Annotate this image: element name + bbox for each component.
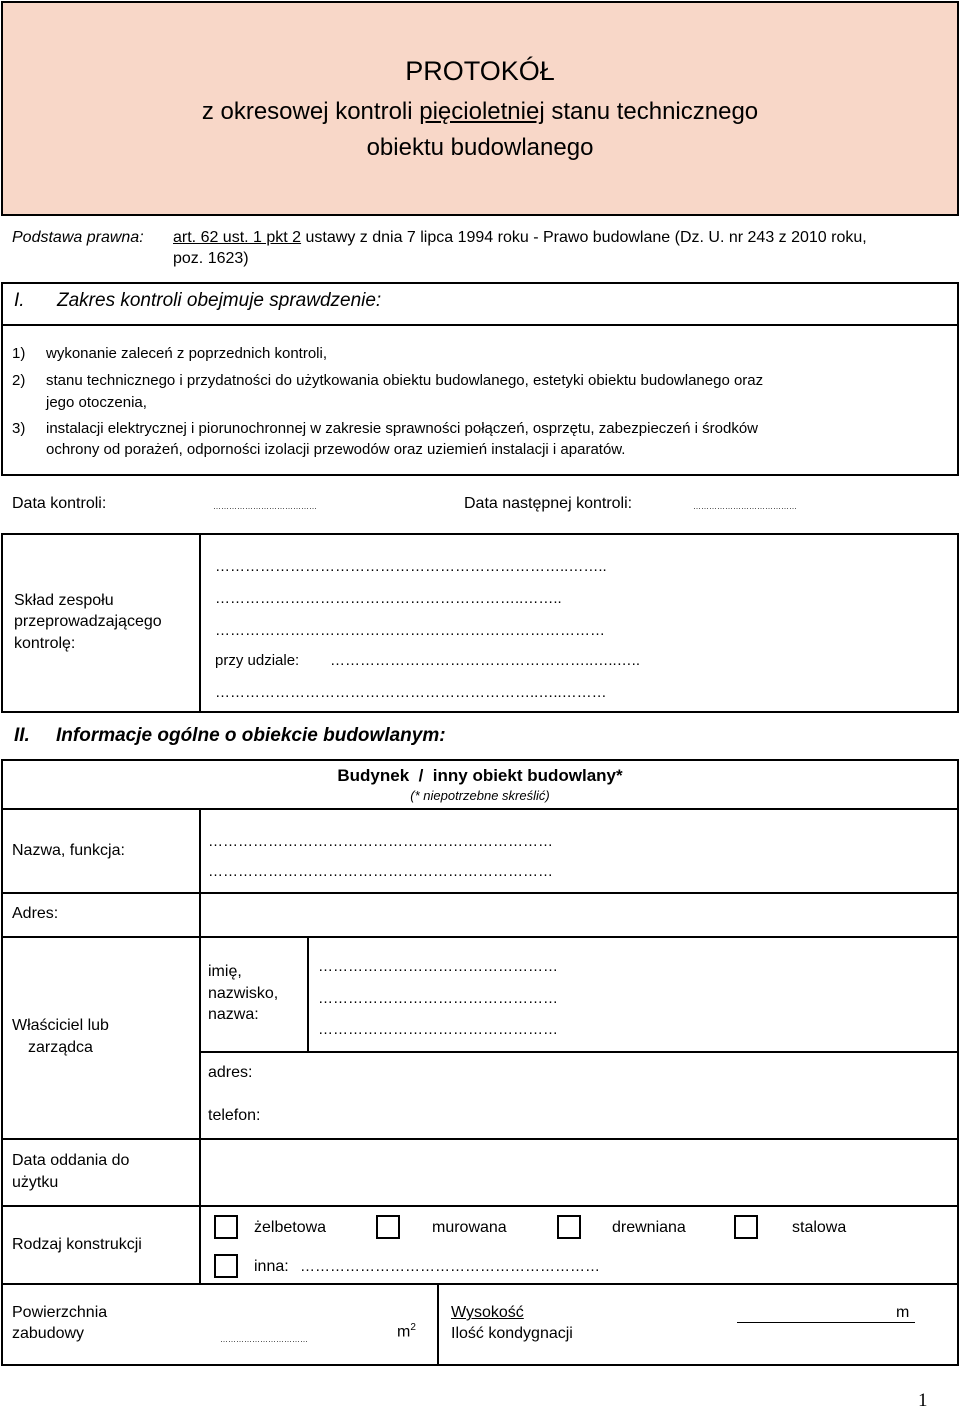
control-date-label: Data kontroli: [12,495,107,512]
checkbox-masonry[interactable] [376,1215,400,1239]
scope-item-3-text2: ochrony od porażeń, odporności izolacji przewodów oraz uziemień instalacji i aparatów. [46,441,626,458]
document-subtitle [0,98,960,126]
address-label: Adres: [12,905,59,922]
owner-phone-label: telefon: [208,1107,261,1124]
section-2-title: Informacje ogólne o obiekcie budowlanym: [56,725,446,746]
team-label-1: Skład zespołu [14,592,114,609]
team-divider [199,533,201,713]
owner-label-2: zarządca [28,1039,93,1056]
next-control-date-label: Data następnej kontroli: [464,495,633,512]
legal-basis-ref: art. 62 ust. 1 pkt 2 [173,229,302,246]
area-unit-base: m [397,1323,411,1341]
option-masonry: murowana [432,1219,507,1236]
checkbox-steel[interactable] [734,1215,758,1239]
legal-basis-text [173,229,867,247]
checkbox-timber[interactable] [557,1215,581,1239]
option-other-field[interactable]: …………………………………………………… [300,1258,600,1275]
row-rule [1,1205,959,1207]
name-function-field-2[interactable]: …………………………………………………………… [208,863,553,880]
owner-name-label-1: imię, [208,963,242,980]
scope-item-2-text: stanu technicznego i przydatności do użytkowania obiektu budowlanego, estetyki obiektu budowlanego oraz [46,372,764,389]
owner-name-field-2[interactable]: ………………………………………… [318,990,558,1007]
height-field-line[interactable] [737,1322,915,1323]
subtitle-underlined: pięcioletniej [419,98,545,125]
owner-label-1: Właściciel lub [12,1017,109,1034]
document-title: PROTOKÓŁ [405,56,555,86]
row-rule [1,892,959,894]
row-rule [199,1051,959,1053]
legal-basis-text2: poz. 1623) [173,250,249,267]
area-field[interactable]: …………………………… [220,1335,308,1344]
page-number: 1 [918,1390,928,1411]
present-label: przy udziale: [215,652,300,669]
option-steel: stalowa [792,1219,847,1236]
name-function-field-1[interactable]: …………………………………………………………… [208,833,553,850]
team-member-field-1[interactable]: ……………………………………………………………..…….. [215,558,607,575]
scope-item-2-text2: jego otoczenia, [46,394,147,411]
checkbox-other[interactable] [214,1254,238,1278]
option-other-label: inna: [254,1258,289,1275]
object-type-heading: Budynek / inny obiekt budowlany* [337,766,623,785]
height-label: Wysokość [451,1304,524,1321]
row-rule [1,936,959,938]
construction-type-label: Rodzaj konstrukcji [12,1236,142,1253]
col-rule [199,808,201,1285]
legal-basis-act: ustawy z dnia 7 lipca 1994 roku - Prawo budowlane (Dz. U. nr 243 z 2010 roku, [301,229,867,246]
owner-name-label-3: nazwa: [208,1006,259,1023]
scope-item-1-text: wykonanie zaleceń z poprzednich kontroli, [46,345,327,362]
control-date-field[interactable]: ………………………………… [213,502,317,511]
team-member-field-2[interactable]: ……………………………………………………..…….. [215,590,562,607]
section-1-number: I. [14,290,25,311]
team-label-2: przeprowadzającego [14,613,162,630]
name-function-label: Nazwa, funkcja: [12,842,125,859]
legal-basis-label: Podstawa prawna: [12,229,144,246]
object-type-note: (* niepotrzebne skreślić) [410,788,550,803]
owner-name-field-3[interactable]: ………………………………………… [318,1021,558,1038]
present-field[interactable]: ……………………………………………..…..….. [330,652,641,669]
scope-item-2-num: 2) [12,372,26,389]
section-2-number: II. [14,725,30,746]
area-label-1: Powierzchnia [12,1304,108,1321]
row-rule [1,808,959,810]
next-control-date-field[interactable]: ………………………………… [693,502,797,511]
document-subtitle-line3: obiektu budowlanego [366,134,594,161]
height-unit: m [896,1304,910,1321]
area-unit-exponent: 2 [410,1322,416,1333]
subtitle-pre: z okresowej kontroli [201,98,420,125]
team-label-3: kontrolę: [14,635,76,652]
area-label-2: zabudowy [12,1325,85,1342]
section-1-title: Zakres kontroli obejmuje sprawdzenie: [57,290,382,311]
col-rule [437,1283,439,1366]
handover-date-label-1: Data oddania do [12,1152,130,1169]
scope-item-3-text: instalacji elektrycznej i piorunochronnej w zakresie sprawności połączeń, osprzętu, zabezpieczeń i środków [46,420,759,437]
team-member-field-3[interactable]: …………………………………………………………………… [215,622,605,639]
subtitle-post: stanu technicznego [544,98,759,125]
owner-name-field-1[interactable]: ………………………………………… [318,958,558,975]
checkbox-reinforced-concrete[interactable] [214,1215,238,1239]
row-rule [1,1283,959,1285]
owner-name-label-2: nazwisko, [208,985,279,1002]
col-rule [307,936,309,1053]
section-1-header-divider [1,324,959,326]
floors-label: Ilość kondygnacji [451,1325,573,1342]
option-reinforced-concrete: żelbetowa [254,1219,327,1236]
owner-address-label: adres: [208,1064,253,1081]
area-unit [397,1322,416,1341]
scope-item-3-num: 3) [12,420,26,437]
scope-item-1-num: 1) [12,345,26,362]
row-rule [1,1138,959,1140]
option-timber: drewniana [612,1219,686,1236]
handover-date-label-2: użytku [12,1174,59,1191]
team-member-field-5[interactable]: ………………………………………………………..…..……… [215,684,607,701]
